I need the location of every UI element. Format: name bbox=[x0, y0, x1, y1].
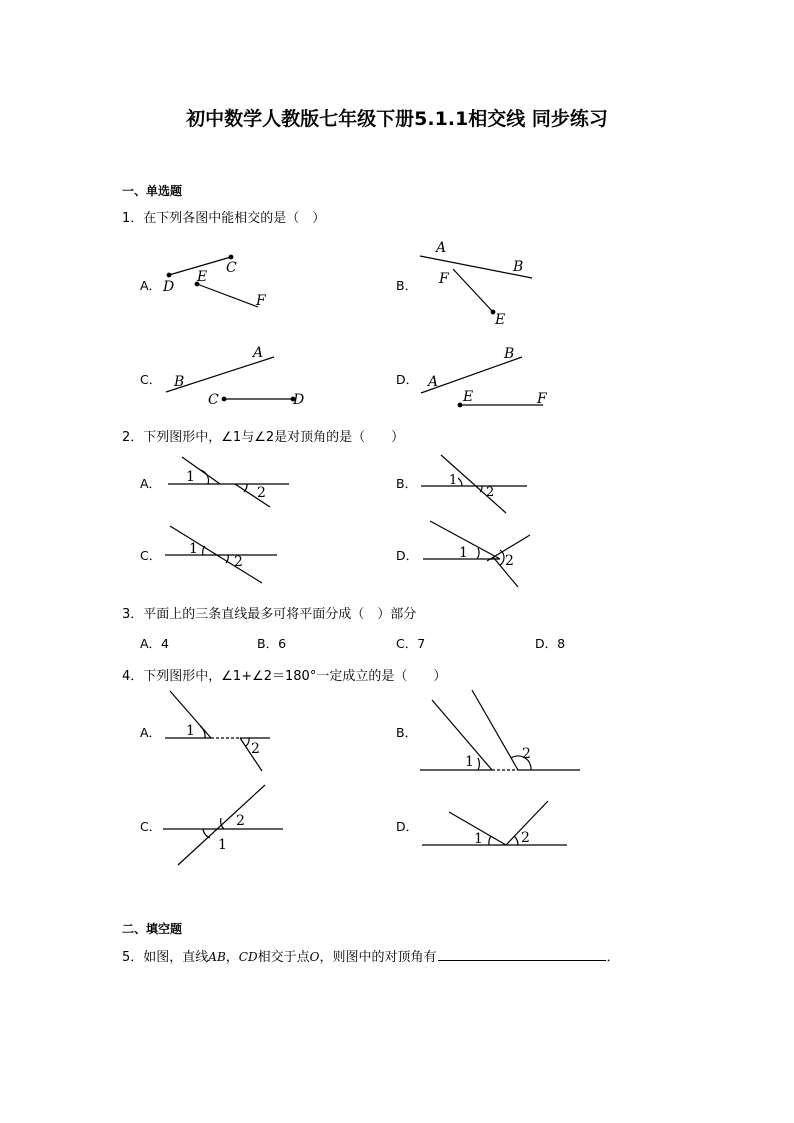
q1a-segment-ef bbox=[197, 284, 258, 307]
q2c-label-1: 1 bbox=[189, 541, 198, 557]
q4a-angle-1-arc bbox=[200, 726, 205, 738]
q2-option-b-label: B． bbox=[396, 476, 418, 491]
q1d-label-f: F bbox=[537, 391, 547, 407]
q1c-label-b: B bbox=[174, 374, 185, 390]
q1d-label-e: E bbox=[463, 389, 474, 405]
q1a-label-e: E bbox=[197, 269, 208, 285]
section-heading-single-choice: 一、单选题 bbox=[122, 184, 183, 198]
q4d-angle-2-arc bbox=[514, 836, 518, 845]
q1-figure-c bbox=[166, 345, 304, 408]
q4-option-c-label: C． bbox=[140, 819, 162, 834]
q4b-left-ray bbox=[432, 700, 492, 770]
q4d-label-2: 2 bbox=[521, 830, 530, 846]
q2a-angle-2-arc bbox=[244, 484, 247, 492]
q2-option-a-label: A． bbox=[140, 476, 162, 491]
question-4-text: 4．下列图形中，∠1+∠2＝180°一定成立的是（ ） bbox=[122, 669, 447, 684]
q3-option-b: B．6 bbox=[257, 636, 287, 651]
q1a-label-c: C bbox=[226, 260, 237, 276]
q4d-angle-1-arc bbox=[489, 836, 491, 845]
q5-line-cd: CD bbox=[238, 950, 258, 964]
q1a-point-d bbox=[167, 273, 171, 277]
q4-figure-a bbox=[165, 691, 270, 771]
q2-option-d-label: D． bbox=[396, 548, 419, 563]
q1d-label-b: B bbox=[504, 346, 515, 362]
q4a-label-2: 2 bbox=[251, 741, 260, 757]
q2-figure-c bbox=[165, 526, 277, 583]
q1c-label-d: D bbox=[293, 392, 305, 408]
q1c-point-c bbox=[222, 397, 226, 401]
q4d-label-1: 1 bbox=[474, 831, 483, 847]
q5-mid: 相交于点 bbox=[257, 950, 310, 965]
q1a-point-c bbox=[229, 255, 233, 259]
q4-option-b-label: B． bbox=[396, 725, 418, 740]
q4c-label-1: 1 bbox=[218, 837, 227, 853]
q1a-label-d: D bbox=[163, 279, 175, 295]
q1-figure-d bbox=[421, 346, 548, 407]
q2-figure-b bbox=[421, 455, 527, 513]
q4b-angle-1-arc bbox=[478, 758, 479, 770]
q1b-label-b: B bbox=[513, 259, 524, 275]
q1-figure-b bbox=[420, 240, 532, 328]
q2c-label-2: 2 bbox=[234, 554, 243, 570]
q1-figure-a bbox=[162, 255, 267, 309]
q4-figure-b bbox=[420, 690, 580, 770]
q4a-angle-2-arc bbox=[246, 738, 249, 746]
question-2-text: 2．下列图形中，∠1与∠2是对顶角的是（ ） bbox=[122, 430, 405, 445]
q1b-segment-fe bbox=[453, 269, 493, 312]
q1-option-d-label: D． bbox=[396, 372, 419, 387]
q4b-label-1: 1 bbox=[465, 754, 474, 770]
q4a-label-1: 1 bbox=[186, 723, 195, 739]
q1b-label-e: E bbox=[495, 312, 506, 328]
question-3-text: 3．平面上的三条直线最多可将平面分成（ ）部分 bbox=[122, 607, 417, 622]
q2-option-c-label: C． bbox=[140, 548, 162, 563]
q2d-angle-1-arc bbox=[477, 548, 479, 559]
q2a-label-1: 1 bbox=[186, 469, 195, 485]
q1c-label-a: A bbox=[253, 345, 264, 361]
q2a-label-2: 2 bbox=[257, 485, 266, 501]
q4-option-a-label: A． bbox=[140, 725, 162, 740]
q2c-angle-1-arc bbox=[203, 546, 205, 555]
q2b-angle-1-arc bbox=[458, 478, 462, 486]
q1-option-c-label: C． bbox=[140, 372, 162, 387]
q5-comma: ， bbox=[225, 950, 239, 965]
q2b-label-2: 2 bbox=[486, 485, 495, 500]
q1c-label-c: C bbox=[208, 392, 219, 408]
q5-point-o: O bbox=[309, 950, 320, 964]
q2a-angle-1-arc bbox=[200, 470, 209, 484]
q4-option-d-label: D． bbox=[396, 819, 419, 834]
q2b-label-1: 1 bbox=[449, 473, 458, 488]
q3-option-c: C．7 bbox=[396, 636, 426, 651]
q2-figure-a bbox=[168, 457, 289, 507]
q3-option-a: A．4 bbox=[140, 636, 170, 651]
question-1-text: 1．在下列各图中能相交的是（ ） bbox=[122, 211, 326, 226]
q1a-label-f: F bbox=[256, 293, 266, 309]
q1d-label-a: A bbox=[428, 374, 439, 390]
q4c-label-2: 2 bbox=[236, 813, 245, 829]
q5-prefix: 5．如图，直线 bbox=[122, 950, 209, 965]
q4b-label-2: 2 bbox=[522, 746, 531, 762]
q4-figure-d bbox=[422, 801, 567, 847]
q4-figure-c bbox=[163, 785, 283, 865]
q5-suffix: ，则图中的对顶角有 bbox=[319, 950, 437, 965]
q1-option-b-label: B． bbox=[396, 278, 418, 293]
q3-option-d: D．8 bbox=[535, 636, 566, 651]
q5-line-ab: AB bbox=[208, 950, 226, 964]
q2d-label-2: 2 bbox=[505, 553, 514, 569]
page-title: 初中数学人教版七年级下册5.1.1相交线 同步练习 bbox=[186, 108, 608, 130]
q1b-label-a: A bbox=[436, 240, 447, 256]
q2-figure-d bbox=[423, 521, 530, 587]
q5-end: ． bbox=[606, 950, 620, 965]
q2d-label-1: 1 bbox=[459, 545, 468, 561]
q1-option-a-label: A． bbox=[140, 278, 162, 293]
section-heading-fill-blank: 二、填空题 bbox=[122, 922, 183, 936]
q1b-label-f: F bbox=[439, 271, 449, 287]
q1d-point-e bbox=[458, 403, 462, 407]
